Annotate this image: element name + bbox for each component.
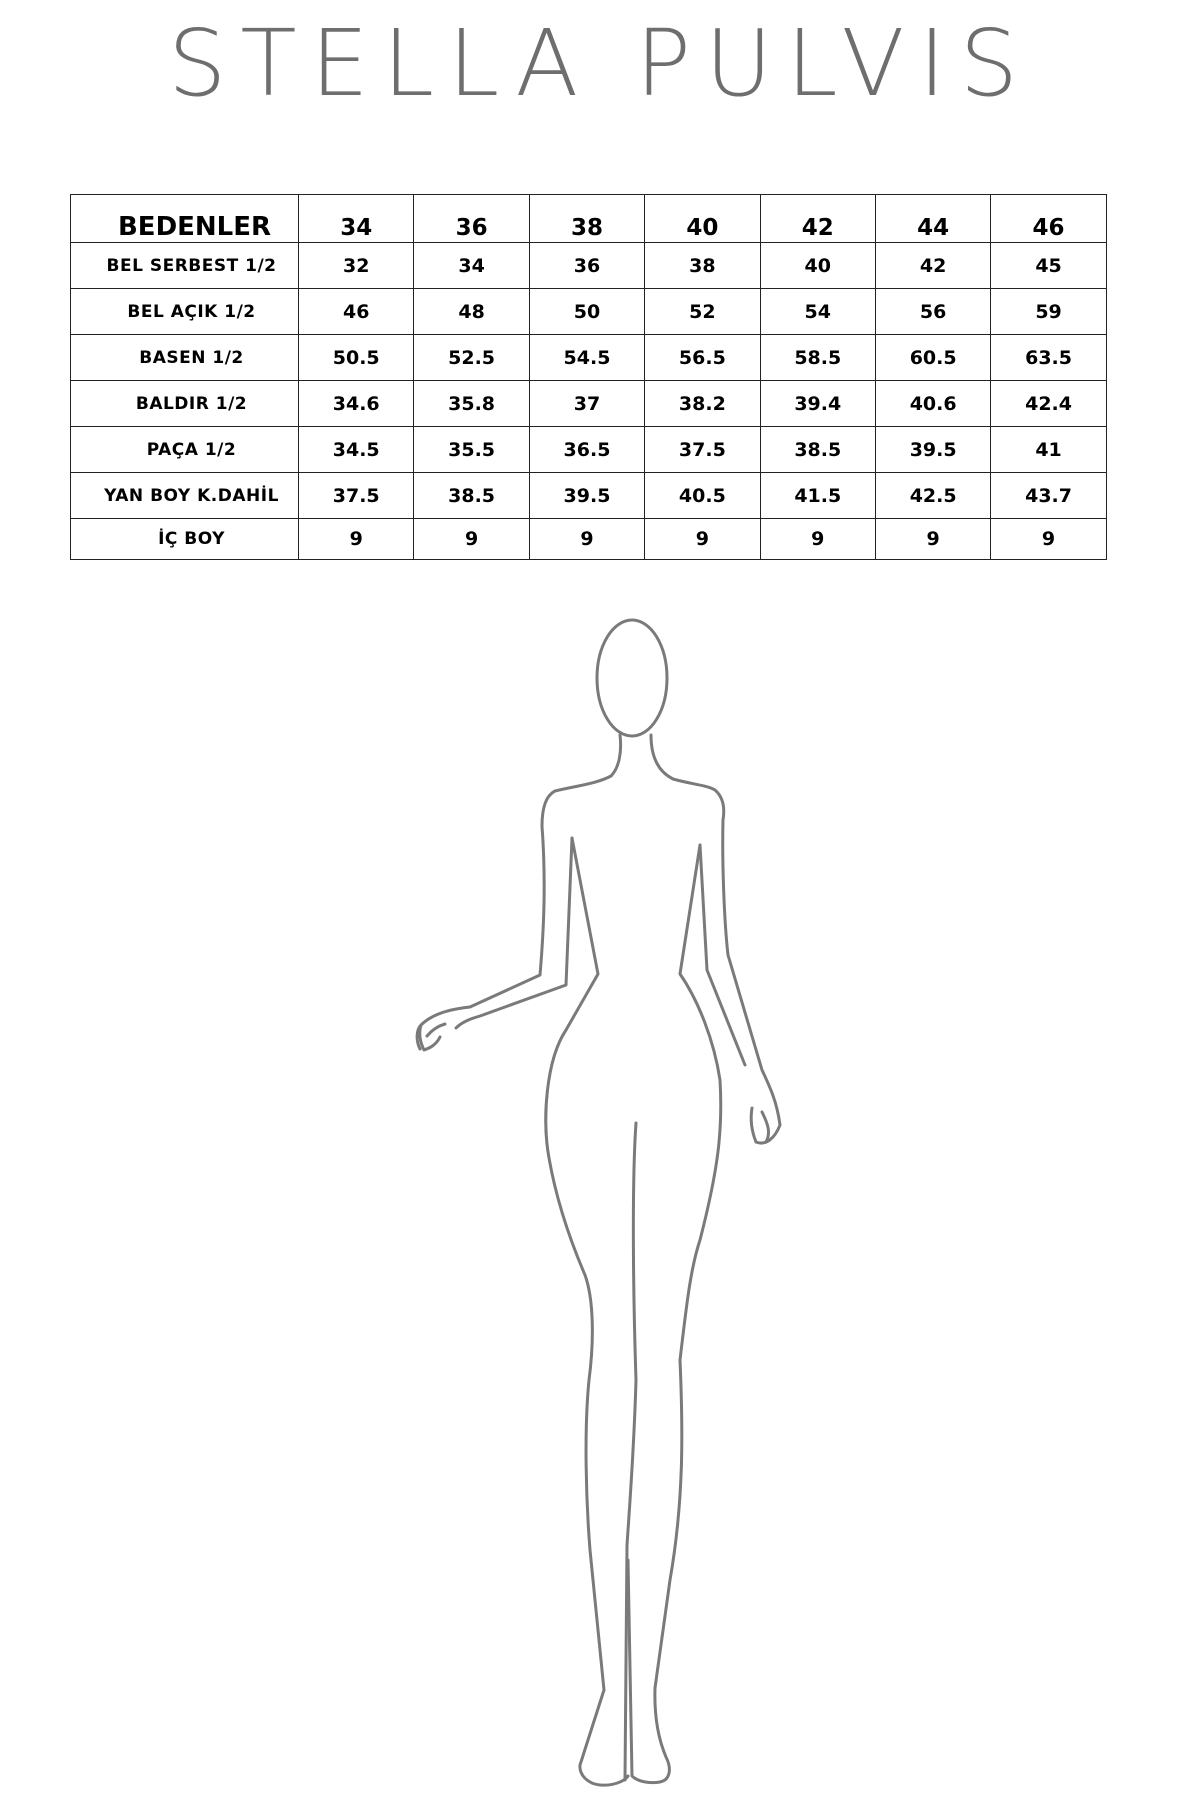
table-cell: 35.5 xyxy=(414,427,529,473)
table-cell: 60.5 xyxy=(875,335,990,381)
table-cell: 40 xyxy=(760,243,875,289)
size-header-row xyxy=(71,195,1107,243)
table-cell: 41 xyxy=(991,427,1106,473)
table-cell: 32 xyxy=(299,243,414,289)
size-header-cell: 34 xyxy=(299,195,414,243)
table-cell: 37.5 xyxy=(299,473,414,519)
table-cell: 50.5 xyxy=(299,335,414,381)
table-cell: 52 xyxy=(645,289,760,335)
row-label: YAN BOY K.DAHİL xyxy=(71,473,299,519)
table-cell: 54.5 xyxy=(529,335,644,381)
table-cell: 39.5 xyxy=(529,473,644,519)
table-cell: 9 xyxy=(299,519,414,560)
size-chart-table xyxy=(70,194,1107,560)
table-cell: 63.5 xyxy=(991,335,1106,381)
table-cell: 54 xyxy=(760,289,875,335)
table-cell: 42.5 xyxy=(875,473,990,519)
table-cell: 34.5 xyxy=(299,427,414,473)
table-cell: 40.5 xyxy=(645,473,760,519)
table-row xyxy=(71,519,1107,560)
table-cell: 37 xyxy=(529,381,644,427)
size-header-cell: 44 xyxy=(875,195,990,243)
table-cell: 56 xyxy=(875,289,990,335)
table-cell: 56.5 xyxy=(645,335,760,381)
table-cell: 48 xyxy=(414,289,529,335)
table-cell: 46 xyxy=(299,289,414,335)
table-row xyxy=(71,473,1107,519)
table-cell: 34.6 xyxy=(299,381,414,427)
size-header-cell: 42 xyxy=(760,195,875,243)
table-row xyxy=(71,243,1107,289)
table-cell: 9 xyxy=(529,519,644,560)
table-cell: 9 xyxy=(645,519,760,560)
table-cell: 42 xyxy=(875,243,990,289)
table-row xyxy=(71,381,1107,427)
size-header-cell: 46 xyxy=(991,195,1106,243)
row-label: İÇ BOY xyxy=(71,519,299,560)
table-cell: 52.5 xyxy=(414,335,529,381)
row-label: BASEN 1/2 xyxy=(71,335,299,381)
table-cell: 50 xyxy=(529,289,644,335)
row-label: BALDIR 1/2 xyxy=(71,381,299,427)
size-header-cell: 38 xyxy=(529,195,644,243)
table-cell: 38.5 xyxy=(760,427,875,473)
table-cell: 38.2 xyxy=(645,381,760,427)
table-cell: 41.5 xyxy=(760,473,875,519)
table-cell: 59 xyxy=(991,289,1106,335)
table-cell: 9 xyxy=(991,519,1106,560)
table-cell: 40.6 xyxy=(875,381,990,427)
table-cell: 58.5 xyxy=(760,335,875,381)
table-row xyxy=(71,289,1107,335)
size-header-label: BEDENLER xyxy=(71,195,299,243)
table-row xyxy=(71,335,1107,381)
table-cell: 38 xyxy=(645,243,760,289)
table-cell: 36 xyxy=(529,243,644,289)
row-label: PAÇA 1/2 xyxy=(71,427,299,473)
table-cell: 36.5 xyxy=(529,427,644,473)
table-cell: 39.4 xyxy=(760,381,875,427)
fashion-croquis-figure-icon xyxy=(400,615,800,1795)
row-label: BEL AÇIK 1/2 xyxy=(71,289,299,335)
table-cell: 34 xyxy=(414,243,529,289)
table-cell: 38.5 xyxy=(414,473,529,519)
brand-logo: STELLA PULVIS xyxy=(168,10,1032,117)
table-cell: 43.7 xyxy=(991,473,1106,519)
size-header-cell: 36 xyxy=(414,195,529,243)
table-row xyxy=(71,427,1107,473)
table-cell: 9 xyxy=(760,519,875,560)
size-header-cell: 40 xyxy=(645,195,760,243)
table-cell: 45 xyxy=(991,243,1106,289)
table-cell: 9 xyxy=(414,519,529,560)
table-cell: 9 xyxy=(875,519,990,560)
table-cell: 37.5 xyxy=(645,427,760,473)
table-cell: 39.5 xyxy=(875,427,990,473)
table-cell: 35.8 xyxy=(414,381,529,427)
table-cell: 42.4 xyxy=(991,381,1106,427)
row-label: BEL SERBEST 1/2 xyxy=(71,243,299,289)
